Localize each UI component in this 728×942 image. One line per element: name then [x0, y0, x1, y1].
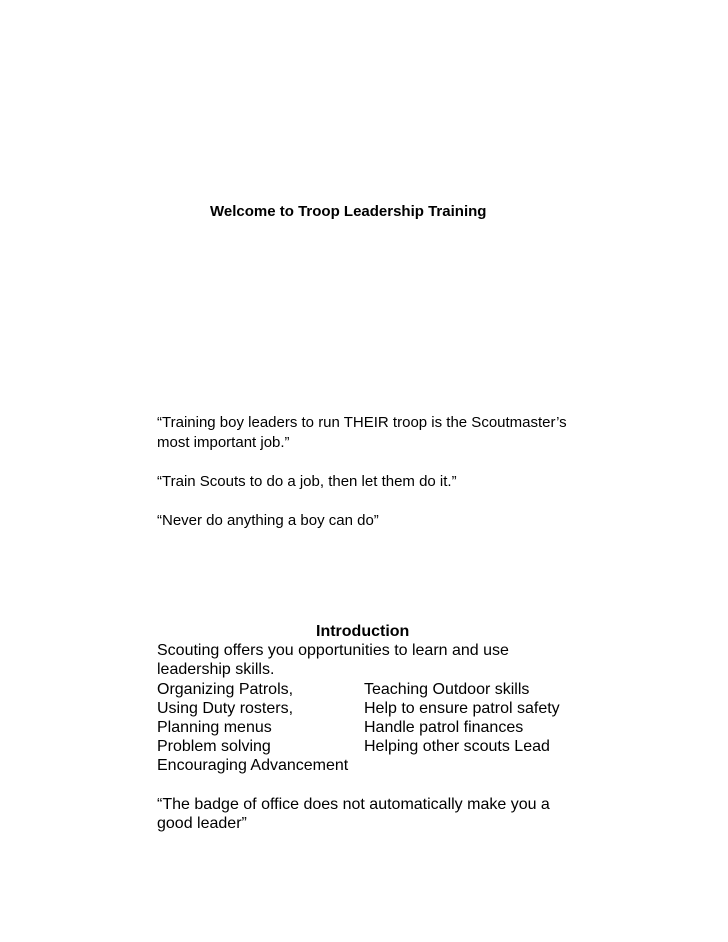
quote-train-scouts: “Train Scouts to do a job, then let them do it.” — [157, 472, 457, 490]
introduction-section — [157, 622, 587, 833]
skill-item: Teaching Outdoor skills — [364, 680, 530, 698]
quote-training: “Training boy leaders to run THEIR troop is the Scoutmaster’s most important job.” — [157, 414, 567, 451]
skill-item: Helping other scouts Lead — [364, 738, 550, 756]
skill-item: Problem solving — [157, 738, 271, 756]
quotes-section — [157, 413, 577, 550]
page-title: Welcome to Troop Leadership Training — [210, 203, 487, 220]
introduction-heading: Introduction — [316, 623, 410, 640]
skill-item: Organizing Patrols, — [157, 680, 294, 698]
skill-item: Help to ensure patrol safety — [364, 699, 560, 717]
quote-never-do: “Never do anything a boy can do” — [157, 511, 379, 529]
skill-item: Encouraging Advancement — [157, 757, 349, 775]
skill-item: Handle patrol finances — [364, 719, 524, 737]
introduction-body: Scouting offers you opportunities to learn and use leadership skills. — [157, 642, 509, 679]
skill-item — [364, 756, 587, 775]
skill-item: Using Duty rosters, — [157, 699, 294, 717]
skills-list — [157, 680, 587, 776]
skill-item: Planning menus — [157, 719, 272, 737]
closing-quote: “The badge of office does not automatically make you a good leader” — [157, 795, 550, 833]
